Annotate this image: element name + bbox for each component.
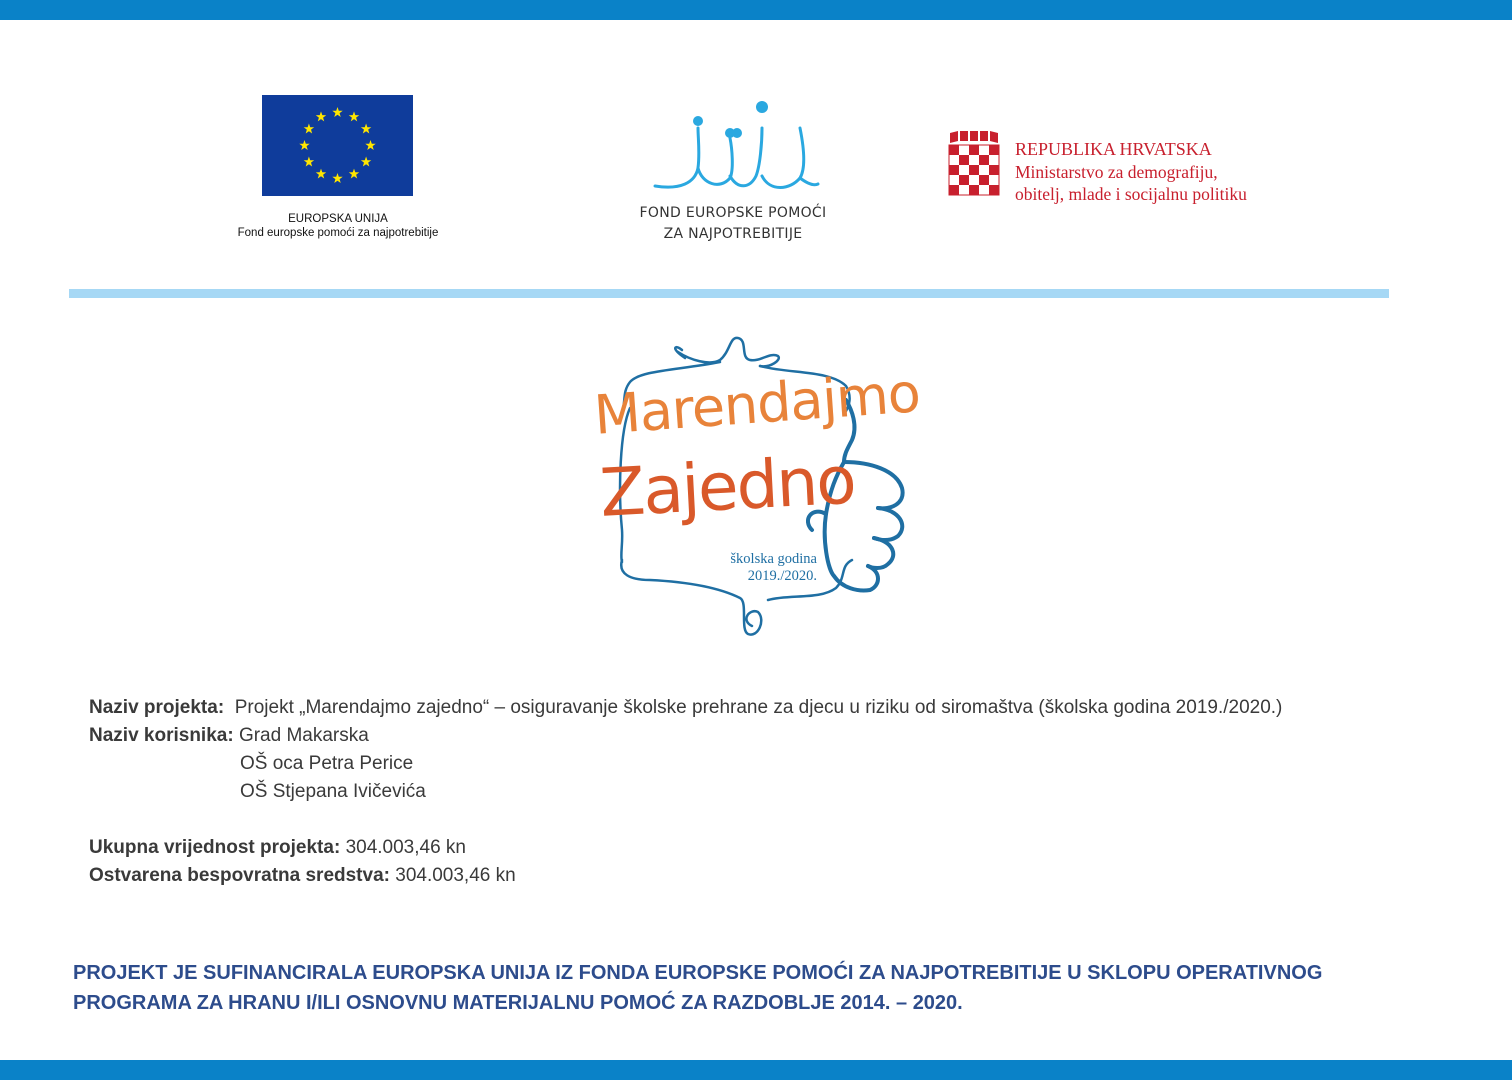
logo-school-year: [717, 551, 817, 585]
checker-square: [959, 145, 969, 155]
checker-square: [959, 165, 969, 175]
total-value-amount: 304.003,46 kn: [345, 837, 467, 858]
croatia-title: REPUBLIKA HRVATSKA: [1015, 139, 1212, 159]
project-name-value: Projekt „Marendajmo zajedno“ – osiguravanje školske prehrane za djecu u riziku od siromaštva (školska godina 2019./2020.): [234, 697, 1283, 718]
checker-square: [989, 165, 999, 175]
checker-square: [979, 175, 989, 185]
logo-school-year-value: 2019./2020.: [747, 568, 817, 584]
checker-square: [979, 165, 989, 175]
grant-label: Ostvarena bespovratna sredstva:: [89, 865, 390, 886]
checker-square: [949, 145, 959, 155]
croatia-ministry: [1015, 161, 1247, 205]
checker-square: [969, 175, 979, 185]
croatia-ministry-line2: obitelj, mlade i socijalnu politiku: [1015, 184, 1247, 204]
eu-caption-line1: EUROPSKA UNIJA: [288, 213, 388, 225]
checker-square: [949, 175, 959, 185]
checker-square: [989, 175, 999, 185]
logo-word-zajedno: Zajedno: [598, 441, 857, 532]
checker-square: [969, 165, 979, 175]
beneficiary-row: [89, 725, 369, 747]
total-value-label: Ukupna vrijednost projekta:: [89, 837, 341, 858]
checker-square: [969, 155, 979, 165]
checker-square: [959, 175, 969, 185]
project-name-row: [89, 697, 1282, 719]
fead-figures-logo: [650, 98, 820, 193]
checker-square: [959, 155, 969, 165]
grant-amount: 304.003,46 kn: [395, 865, 516, 886]
checker-square: [979, 185, 989, 195]
eu-flag-logo: [262, 95, 413, 196]
checker-square: [989, 145, 999, 155]
checker-square: [959, 185, 969, 195]
beneficiary-value-3: OŠ Stjepana Ivičevića: [240, 781, 426, 802]
logo-school-year-label: školska godina: [730, 551, 817, 567]
eu-caption-line2: Fond europske pomoći za najpotrebitije: [237, 227, 439, 239]
checker-square: [949, 165, 959, 175]
fead-caption-line1: FOND EUROPSKE POMOĆI: [639, 205, 827, 221]
checker-square: [949, 185, 959, 195]
cofinancing-statement: PROJEKT JE SUFINANCIRALA EUROPSKA UNIJA IZ FONDA EUROPSKE POMOĆI ZA NAJPOTREBITIJE U SKLOPU OPERATIVNOG PROGRAMA ZA HRANU I/ILI OSNOVNU MATERIJALNU POMOĆ ZA RAZDOBLJE 2014. – 2020.: [73, 962, 1323, 1014]
bottom-accent-bar: [0, 1060, 1512, 1080]
croatia-coat-of-arms-icon: [948, 131, 1000, 206]
eu-caption: [200, 212, 476, 240]
section-divider: [69, 289, 1389, 298]
fead-caption: [600, 203, 866, 245]
beneficiary-label: Naziv korisnika:: [89, 725, 234, 746]
grant-row: [89, 865, 516, 887]
total-value-row: [89, 837, 466, 859]
beneficiary-value-2: OŠ oca Petra Perice: [240, 753, 414, 774]
checker-square: [979, 155, 989, 165]
checker-square: [949, 155, 959, 165]
checker-square: [989, 155, 999, 165]
project-name-label: Naziv projekta:: [89, 697, 225, 718]
logo-word-marendajmo: Marendajmo: [592, 361, 922, 447]
checker-square: [979, 145, 989, 155]
checker-square: [969, 145, 979, 155]
fead-caption-line2: ZA NAJPOTREBITIJE: [663, 226, 803, 242]
checker-square: [969, 185, 979, 195]
croatia-ministry-line1: Ministarstvo za demografiju,: [1015, 162, 1218, 182]
top-accent-bar: [0, 0, 1512, 20]
beneficiary-value-1: Grad Makarska: [238, 725, 369, 746]
checker-square: [989, 185, 999, 195]
